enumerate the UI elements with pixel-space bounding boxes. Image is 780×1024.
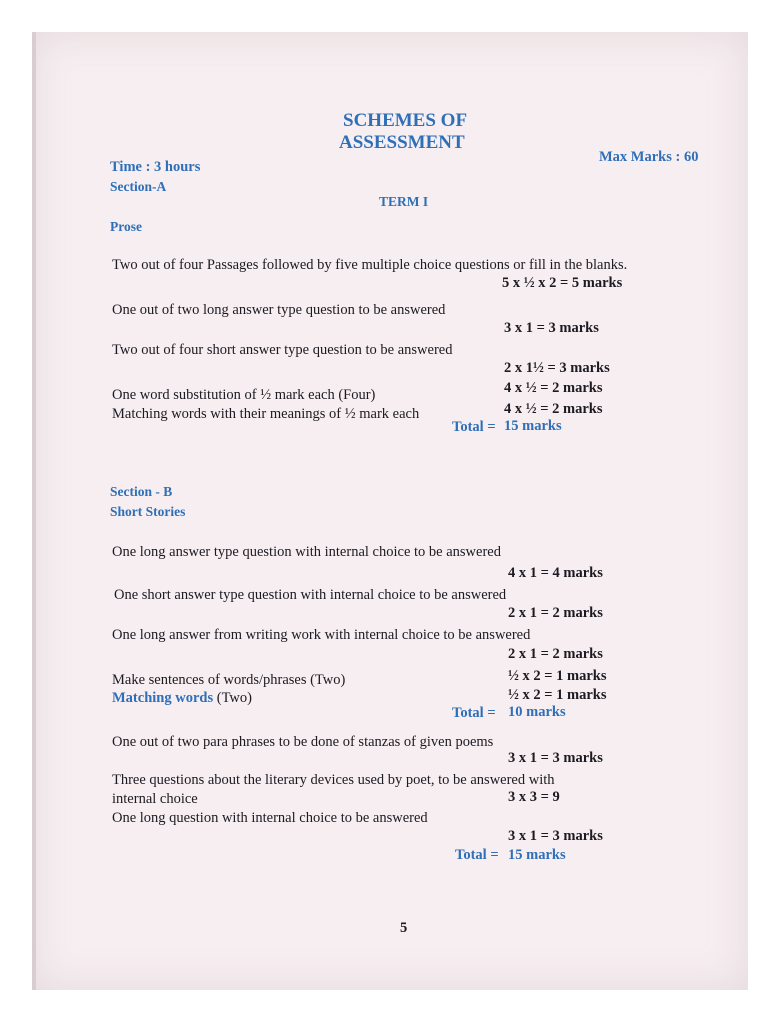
row-marks: 3 x 1 = 3 marks — [508, 750, 603, 766]
section-b-total-label: Total = — [452, 705, 496, 721]
term-heading: TERM I — [379, 194, 429, 209]
row-text: One word substitution of ½ mark each (Four) — [112, 387, 376, 403]
row-marks: 4 x 1 = 4 marks — [508, 565, 603, 581]
row-text: One short answer type question with internal choice to be answered — [114, 587, 507, 603]
section-c-total-label: Total = — [455, 847, 499, 863]
row-text: Two out of four Passages followed by five multiple choice questions or fill in the blanks. — [112, 257, 628, 273]
short-stories-heading: Short Stories — [110, 504, 186, 519]
row-marks: 3 x 1 = 3 marks — [508, 828, 603, 844]
max-marks-label: Max Marks : 60 — [599, 149, 699, 165]
row-text-continued: internal choice — [112, 791, 198, 807]
row-text: One long answer from writing work with internal choice to be answered — [112, 627, 531, 643]
row-marks: 4 x ½ = 2 marks — [504, 380, 603, 396]
row-marks: 5 x ½ x 2 = 5 marks — [502, 275, 623, 291]
title-line-2: ASSESSMENT — [339, 132, 465, 153]
row-text: Make sentences of words/phrases (Two) — [112, 672, 346, 688]
row-marks: 4 x ½ = 2 marks — [504, 401, 603, 417]
row-marks: 2 x 1 = 2 marks — [508, 646, 603, 662]
row-text: Two out of four short answer type question to be answered — [112, 342, 453, 358]
row-text: Three questions about the literary devices used by poet, to be answered with — [112, 772, 555, 788]
row-text: One out of two long answer type question to be answered — [112, 302, 446, 318]
section-b-total-value: 10 marks — [508, 704, 566, 720]
title-line-1: SCHEMES OF — [343, 110, 468, 131]
row-marks: ½ x 2 = 1 marks — [508, 687, 607, 703]
matching-words-label: Matching words — [112, 690, 214, 706]
section-a-heading: Section-A — [110, 179, 167, 194]
row-marks: 2 x 1½ = 3 marks — [504, 360, 610, 376]
section-c-total-value: 15 marks — [508, 847, 566, 863]
section-a-total-value: 15 marks — [504, 418, 562, 434]
prose-heading: Prose — [110, 219, 142, 234]
row-text: One long question with internal choice to be answered — [112, 810, 428, 826]
row-marks: 3 x 1 = 3 marks — [504, 320, 599, 336]
row-text: One out of two para phrases to be done of stanzas of given poems — [112, 734, 494, 750]
row-marks: ½ x 2 = 1 marks — [508, 668, 607, 684]
row-text — [112, 690, 252, 707]
document-page — [32, 32, 748, 990]
time-label: Time : 3 hours — [110, 159, 201, 175]
section-b-heading: Section - B — [110, 484, 173, 499]
section-a-total-label: Total = — [452, 419, 496, 435]
page-number: 5 — [400, 920, 408, 936]
row-text: Matching words with their meanings of ½ mark each — [112, 406, 420, 422]
row-marks: 3 x 3 = 9 — [508, 789, 560, 805]
row-marks: 2 x 1 = 2 marks — [508, 605, 603, 621]
row-text: One long answer type question with internal choice to be answered — [112, 544, 501, 560]
row-text-suffix: (Two) — [213, 690, 252, 706]
